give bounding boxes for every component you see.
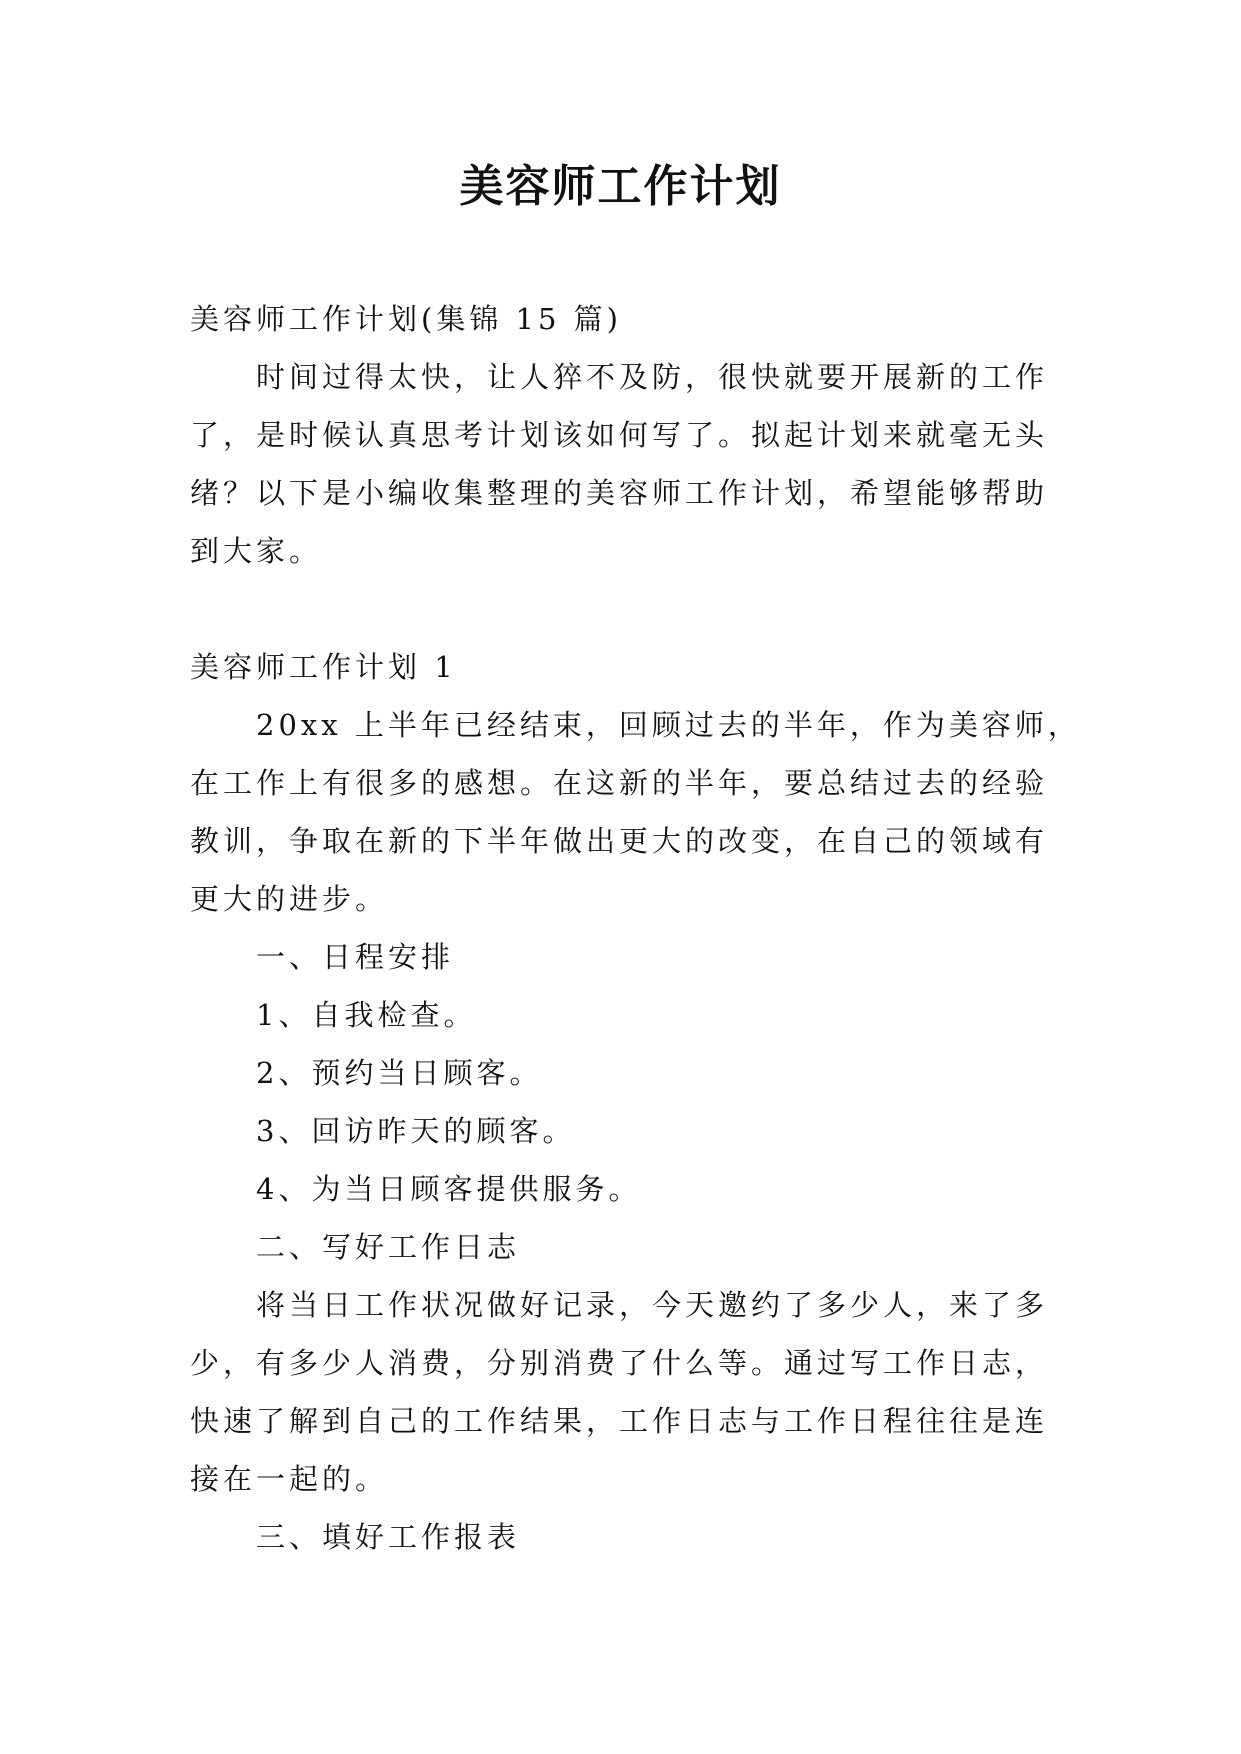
section-heading: 美容师工作计划 1 xyxy=(190,650,457,684)
paragraph-line: 20xx 上半年已经结束，回顾过去的半年，作为美容师， xyxy=(256,708,1081,742)
part-paragraph xyxy=(190,1276,1070,1508)
part-heading: 二、写好工作日志 xyxy=(256,1230,521,1264)
document-title: 美容师工作计划 xyxy=(459,161,782,212)
paragraph-line: 接在一起的。 xyxy=(190,1462,389,1496)
intro-line: 到大家。 xyxy=(190,534,323,568)
intro-line: 时间过得太快，让人猝不及防，很快就要开展新的工作 xyxy=(256,360,1049,394)
paragraph-line: 快速了解到自己的工作结果，工作日志与工作日程往往是连 xyxy=(190,1404,1049,1438)
part-heading: 一、日程安排 xyxy=(256,940,455,974)
paragraph-line: 教训，争取在新的下半年做出更大的改变，在自己的领域有 xyxy=(190,824,1049,858)
part-heading: 三、填好工作报表 xyxy=(256,1520,521,1554)
intro-line: 了，是时候认真思考计划该如何写了。拟起计划来就毫无头 xyxy=(190,418,1049,452)
paragraph-line: 少，有多少人消费，分别消费了什么等。通过写工作日志， xyxy=(190,1346,1049,1380)
document-body xyxy=(190,290,1081,1566)
section-gap xyxy=(190,580,1070,638)
document-subtitle: 美容师工作计划(集锦 15 篇) xyxy=(190,302,622,336)
list-item: 3、回访昨天的顾客。 xyxy=(256,1114,576,1148)
paragraph-line: 更大的进步。 xyxy=(190,882,389,916)
list-item: 1、自我检查。 xyxy=(256,998,477,1032)
list-item: 4、为当日顾客提供服务。 xyxy=(256,1172,642,1206)
intro-paragraph xyxy=(190,348,1070,580)
list-item: 2、预约当日顾客。 xyxy=(256,1056,543,1090)
paragraph-line: 在工作上有很多的感想。在这新的半年，要总结过去的经验 xyxy=(190,766,1049,800)
paragraph-line: 将当日工作状况做好记录，今天邀约了多少人，来了多 xyxy=(256,1288,1049,1322)
section-paragraph xyxy=(190,696,1081,928)
intro-line: 绪？以下是小编收集整理的美容师工作计划，希望能够帮助 xyxy=(190,476,1049,510)
